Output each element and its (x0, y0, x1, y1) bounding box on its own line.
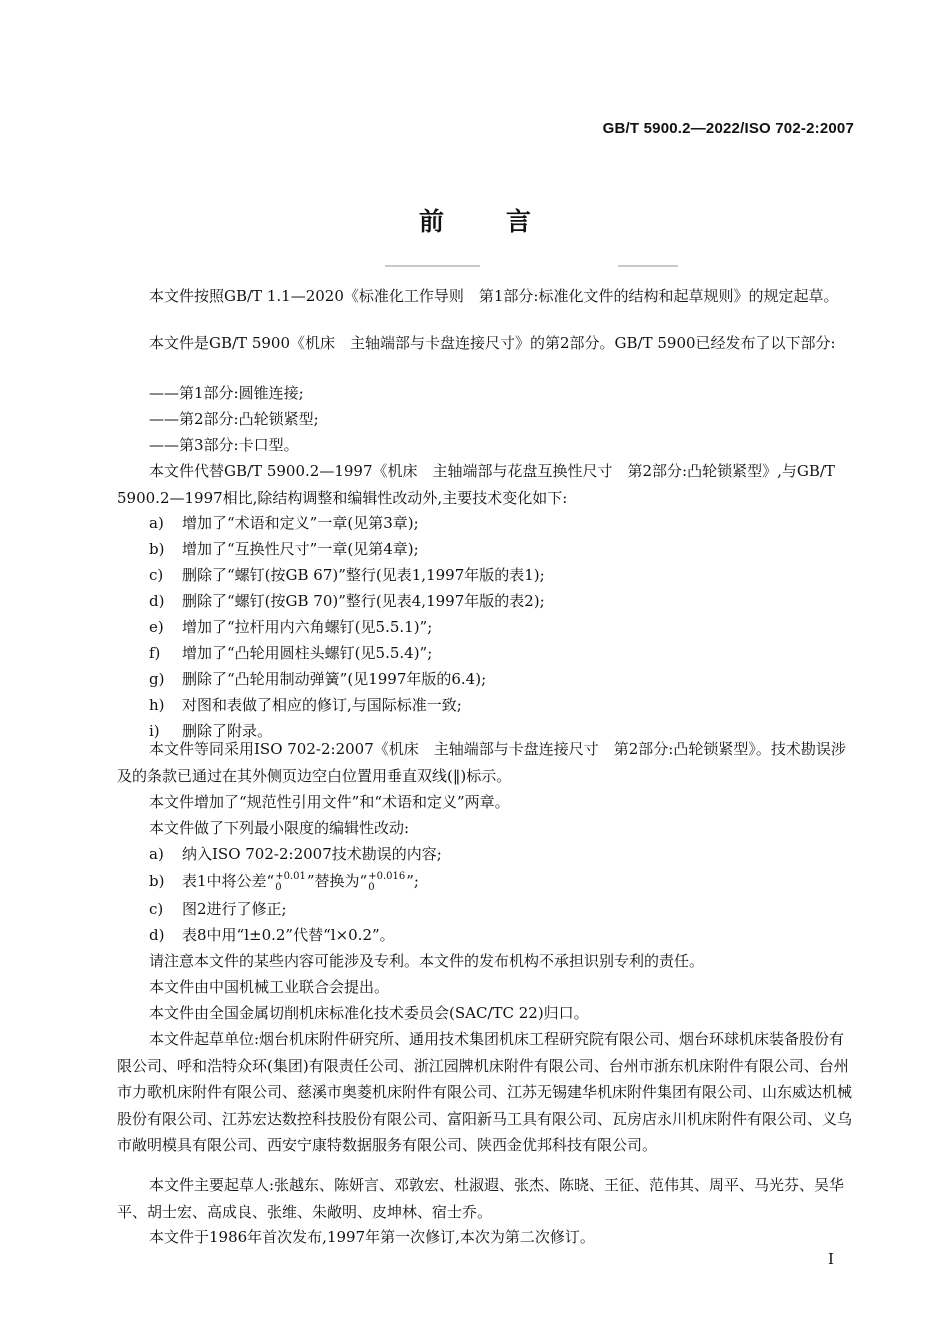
list-item-part-3: ——第3部分:卡口型。 (149, 436, 299, 454)
edit-label: b) (149, 872, 165, 890)
edit-text: 表8中用“l±0.2”代替“l×0.2”。 (182, 926, 395, 944)
tolerance-old-upper: +0.01 (275, 871, 306, 882)
change-item-h (149, 692, 462, 718)
scan-smudge-right (618, 265, 678, 267)
change-label: d) (149, 592, 165, 610)
change-label: g) (149, 670, 165, 688)
change-item-c (149, 562, 545, 588)
change-text: 增加了“互换性尺寸”一章(见第4章); (182, 540, 419, 558)
edit-item-a (149, 841, 442, 867)
paragraph-publication-history: 本文件于1986年首次发布,1997年第一次修订,本次为第二次修订。 (149, 1228, 595, 1246)
edit-text-post: ”; (406, 872, 419, 890)
change-text: 增加了“术语和定义”一章(见第3章); (182, 514, 419, 532)
paragraph-iso-adoption: 本文件等同采用ISO 702-2:2007《机床 主轴端部与卡盘连接尺寸 第2部分:凸轮锁紧型》。技术勘误涉及的条款已通过在其外侧页边空白位置用垂直双线(‖)标示。 (117, 740, 846, 785)
change-label: f) (149, 644, 161, 662)
change-label: c) (149, 566, 164, 584)
tolerance-new-lower: 0 (368, 882, 375, 893)
change-item-d (149, 588, 545, 614)
edit-item-b (149, 868, 419, 894)
page-title: 前言 (418, 207, 593, 236)
change-text: 删除了附录。 (182, 722, 273, 740)
tolerance-old (275, 871, 306, 893)
page-number: I (828, 1250, 834, 1268)
paragraph-proposer: 本文件由中国机械工业联合会提出。 (149, 978, 390, 996)
change-text: 删除了“螺钉(按GB 70)”整行(见表4,1997年版的表2); (182, 592, 545, 610)
change-item-f (149, 640, 432, 666)
edit-label: d) (149, 926, 165, 944)
change-text: 删除了“凸轮用制动弹簧”(见1997年版的6.4); (182, 670, 487, 688)
change-text: 对图和表做了相应的修订,与国际标准一致; (182, 696, 462, 714)
edit-text-pre: 表1中将公差“ (182, 872, 275, 890)
tolerance-new (368, 871, 405, 893)
change-item-b (149, 536, 419, 562)
edit-label: c) (149, 900, 164, 918)
edit-text: 纳入ISO 702-2:2007技术勘误的内容; (182, 845, 442, 863)
change-label: a) (149, 514, 164, 532)
change-item-g (149, 666, 486, 692)
paragraph-patent-notice: 请注意本文件的某些内容可能涉及专利。本文件的发布机构不承担识别专利的责任。 (149, 952, 705, 970)
change-label: h) (149, 696, 165, 714)
edit-item-d (149, 922, 395, 948)
edit-text-mid: ”替换为“ (306, 872, 368, 890)
change-label: i) (149, 722, 160, 740)
paragraph-main-drafters: 本文件主要起草人:张越东、陈妍言、邓敦宏、杜淑遐、张杰、陈晓、王征、范伟其、周平、马光芬、吴华平、胡士宏、高成良、张维、朱敞明、皮坤林、宿士乔。 (117, 1176, 845, 1221)
change-item-e (149, 614, 432, 640)
change-text: 增加了“拉杆用内六角螺钉(见5.5.1)”; (182, 618, 433, 636)
tolerance-new-upper: +0.016 (368, 871, 406, 882)
change-label: b) (149, 540, 165, 558)
paragraph-added-chapters: 本文件增加了“规范性引用文件”和“术语和定义”两章。 (149, 793, 510, 811)
paragraph-drafting-organizations: 本文件起草单位:烟台机床附件研究所、通用技术集团机床工程研究院有限公司、烟台环球机床装备股份有限公司、呼和浩特众环(集团)有限责任公司、浙江园牌机床附件有限公司、台州市浙东机床附件有限公司、台州市力歌机床附件有限公司、慈溪市奥菱机床附件有限公司、江苏无锡建华机床附件集团有限公司、山东威达机械股份有限公司、江苏宏达数控科技股份有限公司、富阳新马工具有限公司、瓦房店永川机床附件有限公司、义乌市敞明模具有限公司、西安宁康特数据服务有限公司、陕西金优邦科技有限公司。 (117, 1030, 853, 1154)
change-text: 增加了“凸轮用圆柱头螺钉(见5.5.4)”; (182, 644, 433, 662)
scan-smudge-left (385, 265, 480, 267)
change-text: 删除了“螺钉(按GB 67)”整行(见表1,1997年版的表1); (182, 566, 545, 584)
paragraph-technical-committee: 本文件由全国金属切削机床标准化技术委员会(SAC/TC 22)归口。 (149, 1004, 589, 1022)
tolerance-old-lower: 0 (275, 882, 282, 893)
paragraph-editorial-changes: 本文件做了下列最小限度的编辑性改动: (149, 819, 410, 837)
standard-number: GB/T 5900.2—2022/ISO 702-2:2007 (602, 120, 854, 137)
edit-label: a) (149, 845, 164, 863)
paragraph-drafting-rules: 本文件按照GB/T 1.1—2020《标准化工作导则 第1部分:标准化文件的结构和起草规则》的规定起草。 (149, 287, 839, 305)
paragraph-series-parts: 本文件是GB/T 5900《机床 主轴端部与卡盘连接尺寸》的第2部分。GB/T 5900已经发布了以下部分: (149, 334, 836, 352)
change-item-a (149, 510, 419, 536)
edit-item-c (149, 896, 287, 922)
paragraph-replaces: 本文件代替GB/T 5900.2—1997《机床 主轴端部与花盘互换性尺寸 第2部分:凸轮锁紧型》,与GB/T 5900.2—1997相比,除结构调整和编辑性改动外,主要技术变化如下: (117, 462, 835, 507)
change-label: e) (149, 618, 164, 636)
list-item-part-1: ——第1部分:圆锥连接; (149, 384, 304, 402)
edit-text: 图2进行了修正; (182, 900, 287, 918)
list-item-part-2: ——第2部分:凸轮锁紧型; (149, 410, 319, 428)
